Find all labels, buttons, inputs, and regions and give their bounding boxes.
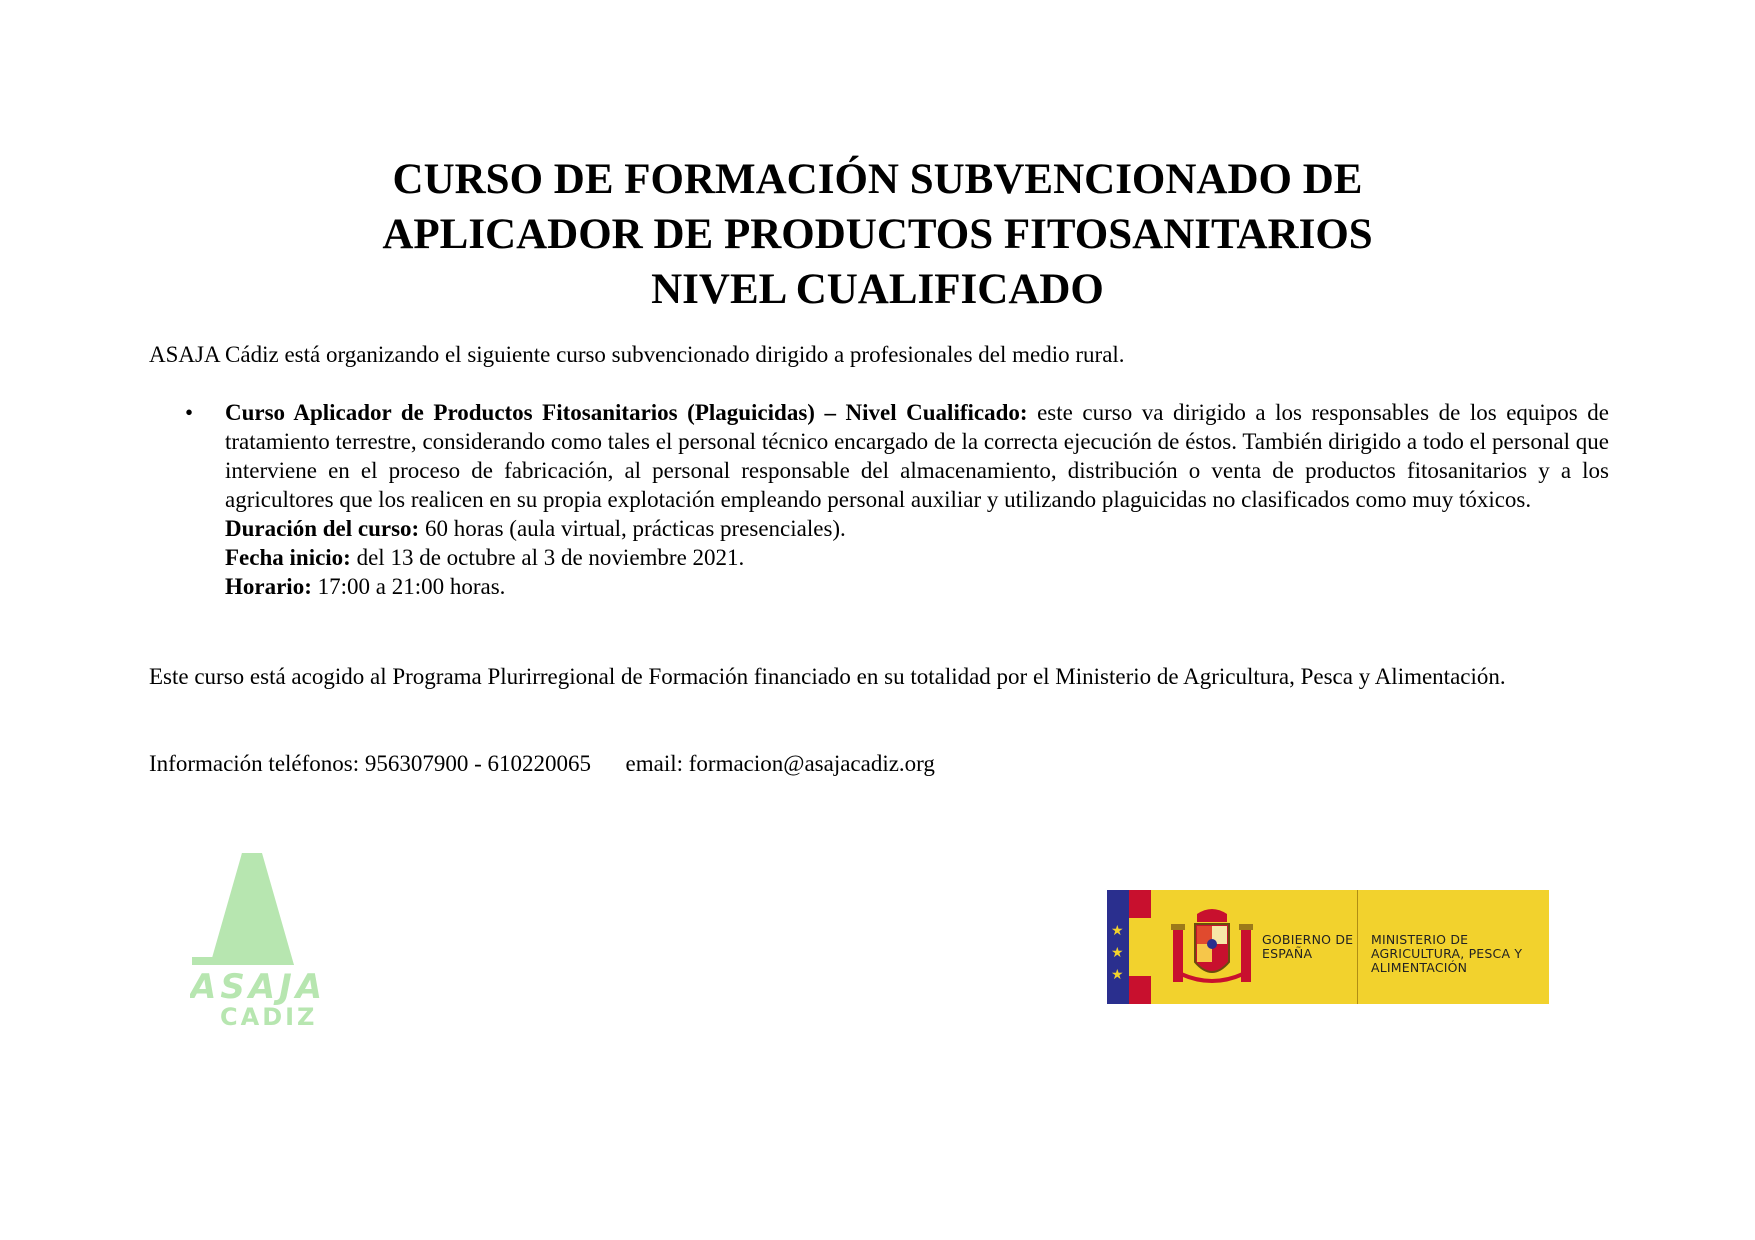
ministerio-text: MINISTERIO DE AGRICULTURA, PESCA Y ALIMENTACIÓN <box>1371 932 1523 975</box>
asaja-logo-subtext: CADIZ <box>220 1003 318 1028</box>
eu-flag <box>1107 890 1129 1004</box>
contact-line <box>149 749 1609 778</box>
gobierno-espana-logo <box>1107 890 1549 1004</box>
course-details <box>225 398 1609 601</box>
date-value: del 13 de octubre al 3 de noviembre 2021. <box>350 545 745 570</box>
asaja-logo-graphic <box>190 853 320 1028</box>
course-schedule <box>225 572 1609 601</box>
course-description <box>225 398 1609 514</box>
star-icon: ★ <box>1111 945 1124 961</box>
star-icon: ★ <box>1111 967 1124 983</box>
schedule-value: 17:00 a 21:00 horas. <box>311 574 506 599</box>
bullet-icon: • <box>185 400 194 425</box>
title-line-3: NIVEL CUALIFICADO <box>651 266 1104 313</box>
asaja-cadiz-logo <box>190 853 320 1028</box>
document-title <box>0 152 1755 317</box>
gobierno-text: GOBIERNO DE ESPAÑA <box>1262 932 1354 961</box>
duration-label: Duración del curso: <box>225 516 420 541</box>
intro-paragraph: ASAJA Cádiz está organizando el siguiente curso subvencionado dirigido a profesionales del medio rural. <box>149 342 1125 367</box>
course-description-text: este curso va dirigido a los responsables de los equipos de tratamiento terrestre, considerando como tales el personal técnico encargado de la correcta ejecución de éstos. También dirigido a todo el personal que interviene en el proceso de fabricación, al personal responsable del almacenamiento, distribución o venta de productos fitosanitarios y a los agricultores que los realicen en su propia explotación empleando personal auxiliar y utilizando plaguicidas no clasificados como muy tóxicos. <box>225 400 1610 512</box>
schedule-label: Horario: <box>225 574 312 599</box>
title-line-1: CURSO DE FORMACIÓN SUBVENCIONADO DE <box>392 156 1363 203</box>
course-bullet <box>185 398 1609 601</box>
title-line-2: APLICADOR DE PRODUCTOS FITOSANITARIOS <box>382 211 1373 258</box>
date-label: Fecha inicio: <box>225 545 351 570</box>
duration-value: 60 horas (aula virtual, prácticas presenciales). <box>419 516 846 541</box>
asaja-logo-text: ASAJA <box>190 967 320 1007</box>
course-name: Curso Aplicador de Productos Fitosanitarios (Plaguicidas) – Nivel Cualificado: <box>225 400 1028 425</box>
star-icon: ★ <box>1111 923 1124 939</box>
funding-paragraph: Este curso está acogido al Programa Plurirregional de Formación financiado en su totalidad por el Ministerio de Agricultura, Pesca y Alimentación. <box>149 664 1506 689</box>
coat-of-arms-icon <box>1167 904 1257 992</box>
contact-email: email: formacion@asajacadiz.org <box>625 751 935 776</box>
course-dates <box>225 543 1609 572</box>
course-duration <box>225 514 1609 543</box>
contact-phones: Información teléfonos: 956307900 - 610220065 <box>149 751 592 776</box>
